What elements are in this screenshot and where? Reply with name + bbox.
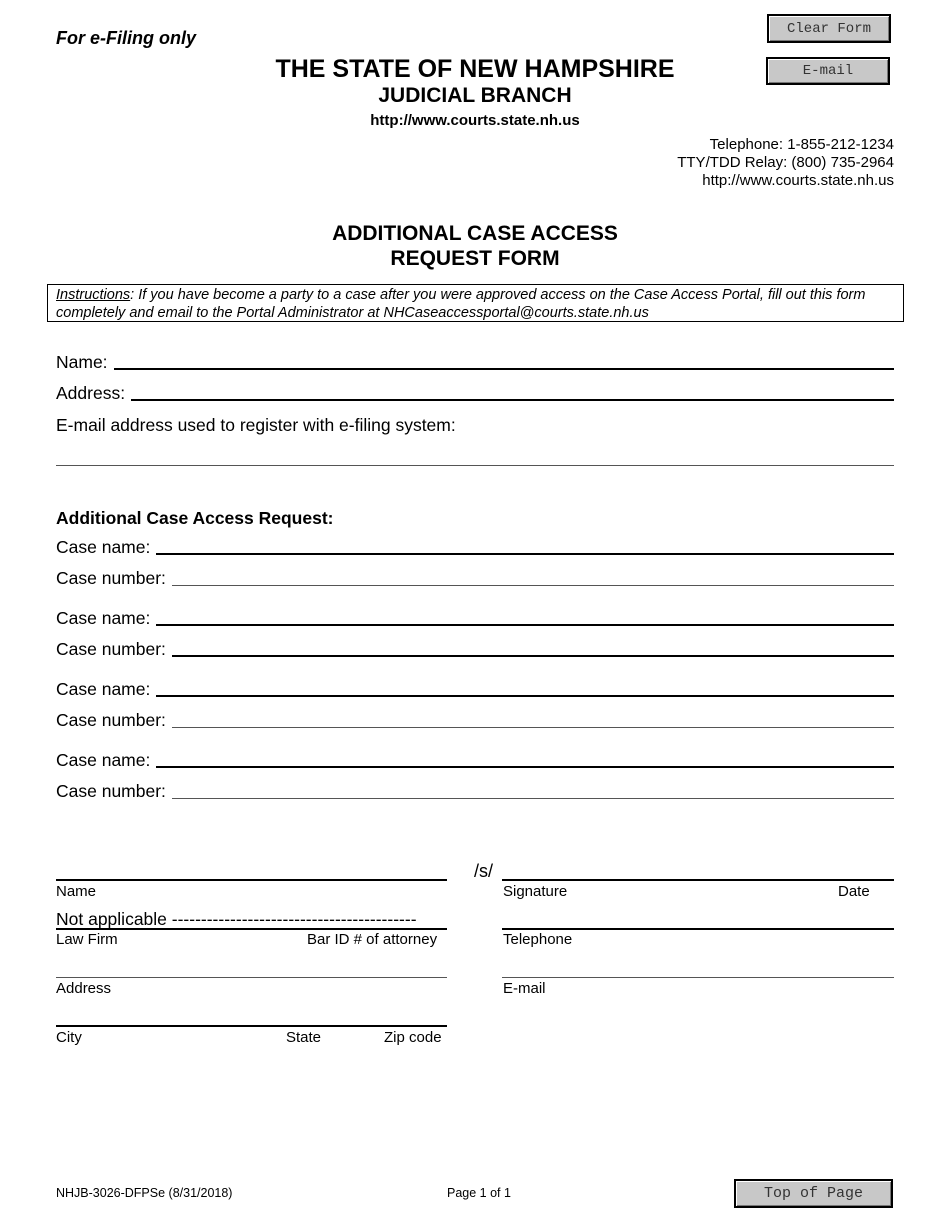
case-name-field-3[interactable] — [156, 694, 894, 697]
case-name-field-1[interactable] — [156, 552, 894, 555]
case-name-label: Case name: — [56, 608, 151, 628]
form-title-line2: REQUEST FORM — [390, 247, 560, 270]
contact-tty: TTY/TDD Relay: (800) 735-2964 — [677, 154, 894, 171]
case-name-field-4[interactable] — [156, 765, 894, 768]
case-number-field-1[interactable] — [172, 584, 894, 586]
contact-website: http://www.courts.state.nh.us — [702, 172, 894, 189]
top-of-page-button[interactable]: Top of Page — [734, 1179, 893, 1208]
name-label: Name: — [56, 352, 108, 372]
case-name-row-1 — [56, 537, 894, 558]
case-number-label: Case number: — [56, 568, 166, 588]
state-title: THE STATE OF NEW HAMPSHIRE — [275, 55, 675, 83]
efiling-note: For e-Filing only — [56, 28, 196, 48]
case-number-row-2 — [56, 639, 894, 660]
case-name-label: Case name: — [56, 679, 151, 699]
email-field[interactable] — [56, 465, 894, 466]
signer-name-label: Name — [56, 883, 97, 900]
clear-form-button[interactable]: Clear Form — [767, 14, 891, 43]
case-number-field-3[interactable] — [172, 726, 894, 728]
case-number-field-4[interactable] — [172, 797, 894, 799]
instructions-box — [47, 284, 904, 322]
address-label: Address: — [56, 383, 126, 403]
case-name-row-4 — [56, 750, 894, 771]
case-number-row-1 — [56, 568, 894, 589]
case-number-label: Case number: — [56, 710, 166, 730]
email-button[interactable]: E-mail — [766, 57, 890, 85]
firm-address-label: Address — [56, 980, 112, 997]
law-firm-value[interactable]: Not applicable ------------------------------------------ — [56, 909, 417, 929]
case-section-heading: Additional Case Access Request: — [56, 508, 334, 528]
instructions-text: : If you have become a party to a case after you were approved access on the Case Access Portal, fill out this form completely and email to the Portal Administrator at NHCaseaccessportal@courts.state.nh.us — [56, 287, 866, 321]
law-firm-field — [56, 928, 447, 930]
city-state-zip-field[interactable] — [56, 1025, 447, 1027]
case-name-field-2[interactable] — [156, 623, 894, 626]
case-name-label: Case name: — [56, 750, 151, 770]
signature-label: Signature — [503, 883, 568, 900]
firm-address-field[interactable] — [56, 977, 447, 978]
case-number-row-4 — [56, 781, 894, 802]
name-row — [56, 352, 894, 373]
branch-title: JUDICIAL BRANCH — [378, 84, 572, 107]
law-firm-label: Law Firm — [56, 931, 118, 948]
date-label: Date — [838, 883, 870, 900]
signer-name-field[interactable] — [56, 879, 447, 881]
case-number-label: Case number: — [56, 639, 166, 659]
page-number: Page 1 of 1 — [447, 1186, 511, 1200]
name-field[interactable] — [114, 367, 894, 370]
signature-prefix: /s/ — [474, 861, 494, 881]
address-row — [56, 383, 894, 404]
case-number-label: Case number: — [56, 781, 166, 801]
zip-label: Zip code — [384, 1029, 442, 1046]
signature-field[interactable] — [502, 879, 894, 881]
contact-block — [677, 136, 894, 190]
bar-id-label: Bar ID # of attorney — [307, 931, 438, 948]
telephone-field[interactable] — [502, 928, 894, 930]
form-title-line1: ADDITIONAL CASE ACCESS — [332, 222, 618, 245]
address-field[interactable] — [131, 398, 894, 401]
header-website: http://www.courts.state.nh.us — [370, 112, 580, 129]
case-number-row-3 — [56, 710, 894, 731]
email-label: E-mail address used to register with e-filing system: — [56, 415, 456, 435]
case-name-row-3 — [56, 679, 894, 700]
signer-email-field[interactable] — [502, 977, 894, 978]
contact-telephone: Telephone: 1-855-212-1234 — [709, 136, 894, 153]
form-id: NHJB-3026-DFPSe (8/31/2018) — [56, 1186, 233, 1200]
telephone-label: Telephone — [503, 931, 573, 948]
state-label: State — [286, 1029, 322, 1046]
case-name-row-2 — [56, 608, 894, 629]
city-label: City — [56, 1029, 82, 1046]
signer-email-label: E-mail — [503, 980, 546, 997]
case-name-label: Case name: — [56, 537, 151, 557]
instructions-label: Instructions — [56, 287, 131, 303]
case-number-field-2[interactable] — [172, 654, 894, 657]
